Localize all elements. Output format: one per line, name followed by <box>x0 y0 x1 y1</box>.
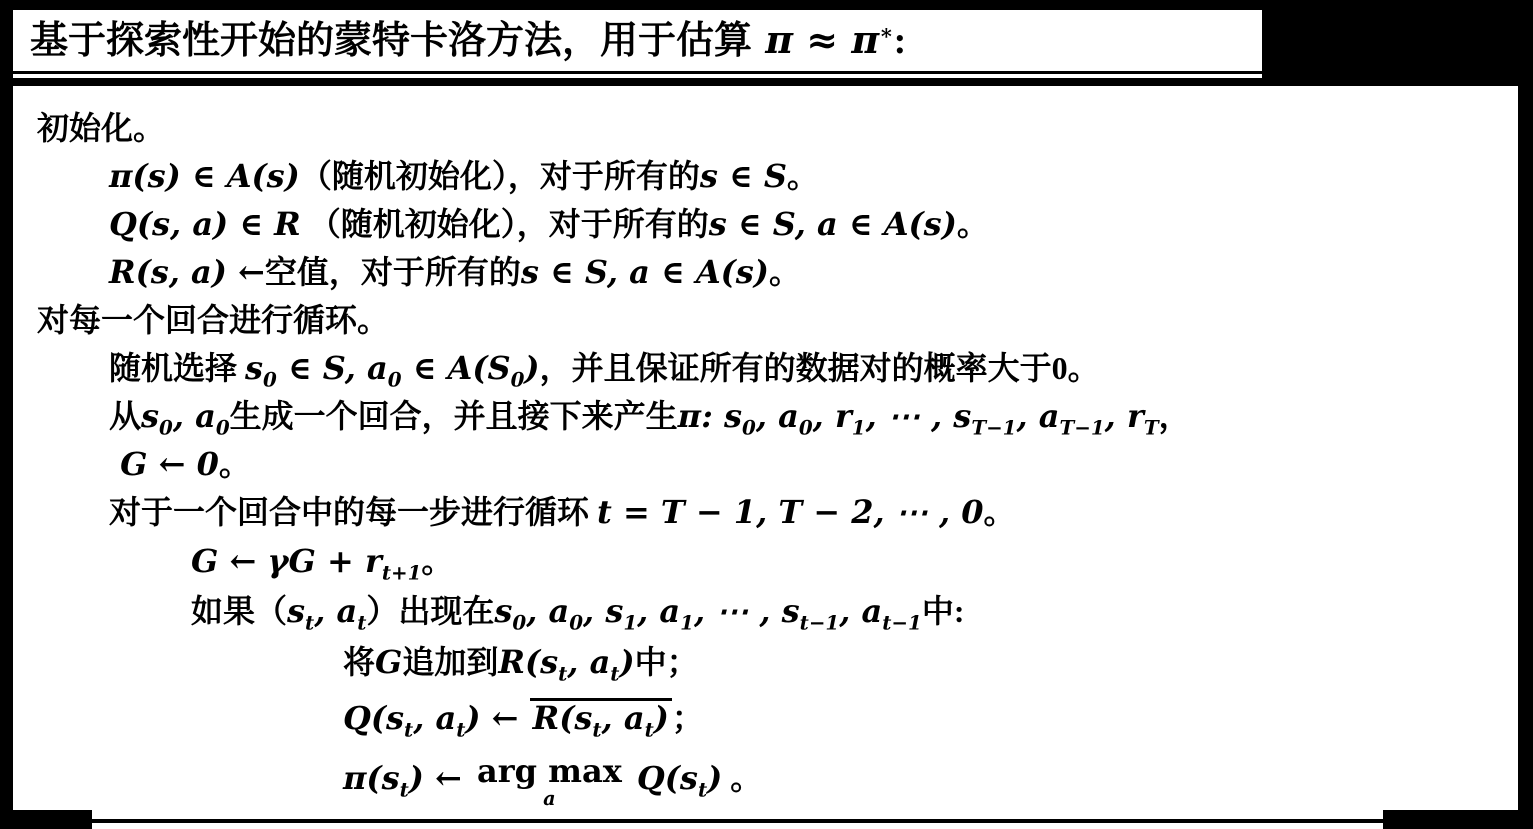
text-segment: 空值，对于所有的 <box>264 254 521 290</box>
text-segment: ，并且保证所有的数据对的概率大于0。 <box>539 350 1100 386</box>
math-segment: s ∈ S, a ∈ A(s) <box>520 253 769 291</box>
math-segment: 0 <box>387 367 402 392</box>
text-segment: 随机选择 <box>109 350 246 386</box>
math-segment: t = T − 1, T − 2, ⋯ , 0 <box>597 493 984 531</box>
math-segment: 0 <box>512 610 527 635</box>
algo-line <box>13 536 1518 586</box>
math-segment: π: s <box>677 397 743 435</box>
text-segment: 中； <box>634 644 699 680</box>
title-underline <box>13 71 1262 74</box>
math-segment: 0 <box>569 610 584 635</box>
math-segment: t−1 <box>799 610 840 635</box>
math-segment: , a <box>601 699 645 737</box>
algo-line <box>13 248 1518 296</box>
math-segment: t <box>305 610 315 635</box>
overline-expression <box>530 698 672 742</box>
math-segment: Q(s <box>625 759 698 797</box>
math-segment: ) ← <box>465 699 530 737</box>
math-segment: T−1 <box>1059 415 1105 440</box>
algo-line <box>13 344 1518 392</box>
algo-line <box>13 104 1518 152</box>
argmax-variable: a <box>543 787 556 811</box>
text-segment: （随机初始化），对于所有的 <box>299 158 700 194</box>
math-segment: ) ← <box>408 759 473 797</box>
math-segment: t <box>357 610 367 635</box>
text-segment: 如果（ <box>191 593 288 629</box>
math-segment: , a <box>567 643 611 681</box>
math-segment: s ∈ S <box>699 157 787 195</box>
math-segment: t <box>456 717 466 742</box>
math-segment: ) <box>524 349 540 387</box>
math-segment: s <box>494 592 513 630</box>
text-segment: （随机初始化），对于所有的 <box>300 206 709 242</box>
math-segment: G ← γG + r <box>191 542 382 580</box>
algo-line <box>13 440 1518 488</box>
math-segment: T <box>1143 415 1159 440</box>
math-segment: , ⋯ , s <box>693 592 800 630</box>
math-segment: , r <box>1104 397 1144 435</box>
math-segment: s <box>141 397 160 435</box>
algo-line <box>13 296 1518 344</box>
math-segment: t <box>610 661 620 686</box>
math-segment: 0 <box>742 415 756 440</box>
text-segment: 对每一个回合进行循环。 <box>37 302 390 338</box>
math-segment: T−1 <box>971 415 1017 440</box>
math-segment: , a <box>839 592 883 630</box>
next-frame-corner-left <box>12 810 92 829</box>
argmax-label: arg max <box>476 752 622 791</box>
math-segment: , a <box>637 592 681 630</box>
math-segment: R(s <box>532 699 593 737</box>
math-segment: t <box>644 717 654 742</box>
math-segment: , a <box>526 592 570 630</box>
math-segment: 1 <box>851 415 866 440</box>
math-segment: t <box>558 661 568 686</box>
math-segment: , s <box>583 592 624 630</box>
text-segment: 。 <box>768 254 801 290</box>
math-segment: ) <box>619 643 635 681</box>
next-frame-corner-right <box>1383 810 1533 829</box>
math-segment: t <box>404 717 414 742</box>
math-segment: R(s <box>498 643 559 681</box>
math-segment: G ← 0 <box>109 445 219 483</box>
text-segment: ； <box>671 700 704 736</box>
next-frame-top-rule <box>92 819 1383 823</box>
math-segment: t+1 <box>381 560 422 585</box>
text-segment: 生成一个回合，并且接下来产生 <box>229 398 678 434</box>
math-segment: ∗ <box>879 19 894 45</box>
math-segment: R(s, a) ← <box>109 253 265 291</box>
text-segment: 对于一个回合中的每一步进行循环 <box>109 494 598 530</box>
math-segment: ) <box>653 699 669 737</box>
math-segment: , a <box>413 699 457 737</box>
text-segment: 基于探索性开始的蒙特卡洛方法，用于估算 <box>30 20 753 62</box>
math-segment: π(s) ∈ A(s) <box>109 157 300 195</box>
argmax-operator <box>476 752 622 811</box>
algo-line <box>13 392 1518 440</box>
text-segment: 将 <box>343 644 376 680</box>
math-segment: s ∈ S, a ∈ A(s) <box>708 205 957 243</box>
text-segment: 追加到 <box>402 644 499 680</box>
algo-line <box>13 152 1518 200</box>
page-title <box>30 10 1254 72</box>
math-segment: 0 <box>510 367 525 392</box>
algo-line <box>13 200 1518 248</box>
math-segment: , a <box>172 397 216 435</box>
title-box <box>13 10 1262 78</box>
math-segment: , a <box>755 397 799 435</box>
math-segment: , a <box>1016 397 1060 435</box>
math-segment: Q(s <box>343 699 405 737</box>
math-segment: , ⋯ , s <box>865 397 972 435</box>
math-segment: s <box>245 349 264 387</box>
text-segment: ）出现在 <box>366 593 495 629</box>
math-segment: ∈ S, a <box>276 349 388 387</box>
text-segment: ， <box>1158 398 1191 434</box>
math-segment: t <box>592 717 602 742</box>
math-segment: Q(s, a) ∈ R <box>109 205 301 243</box>
math-segment: 0 <box>215 415 230 440</box>
math-segment: t <box>697 777 708 802</box>
math-segment: 0 <box>159 415 173 440</box>
algo-line <box>13 586 1518 636</box>
algo-line <box>13 636 1518 688</box>
math-segment: , r <box>812 397 852 435</box>
math-segment: t <box>399 777 409 802</box>
math-segment: 0 <box>263 367 277 392</box>
math-segment: , a <box>314 592 358 630</box>
math-segment: π(s <box>343 759 400 797</box>
math-segment: 0 <box>798 415 813 440</box>
math-segment: t−1 <box>882 610 922 635</box>
math-segment: s <box>287 592 306 630</box>
algo-line <box>13 688 1518 748</box>
text-segment: 。 <box>786 158 819 194</box>
text-segment: 。 <box>218 446 251 482</box>
text-segment: 。 <box>956 206 989 242</box>
math-segment: 1 <box>680 610 694 635</box>
text-segment: 中: <box>921 593 965 629</box>
algo-line <box>13 748 1518 814</box>
math-segment: 1 <box>623 610 638 635</box>
text-segment: 初始化。 <box>37 110 166 146</box>
algorithm-box <box>13 86 1518 829</box>
algo-line <box>13 488 1518 536</box>
text-segment: 从 <box>109 398 142 434</box>
text-segment: 。 <box>722 760 763 796</box>
text-segment: : <box>893 20 907 62</box>
math-segment: ) <box>707 759 723 797</box>
text-segment: 。 <box>421 543 454 579</box>
algorithm-body <box>13 86 1518 814</box>
math-segment: G <box>375 643 403 681</box>
math-segment: π ≈ π <box>752 17 880 62</box>
text-segment: 。 <box>983 494 1016 530</box>
math-segment: ∈ A(S <box>401 349 511 387</box>
